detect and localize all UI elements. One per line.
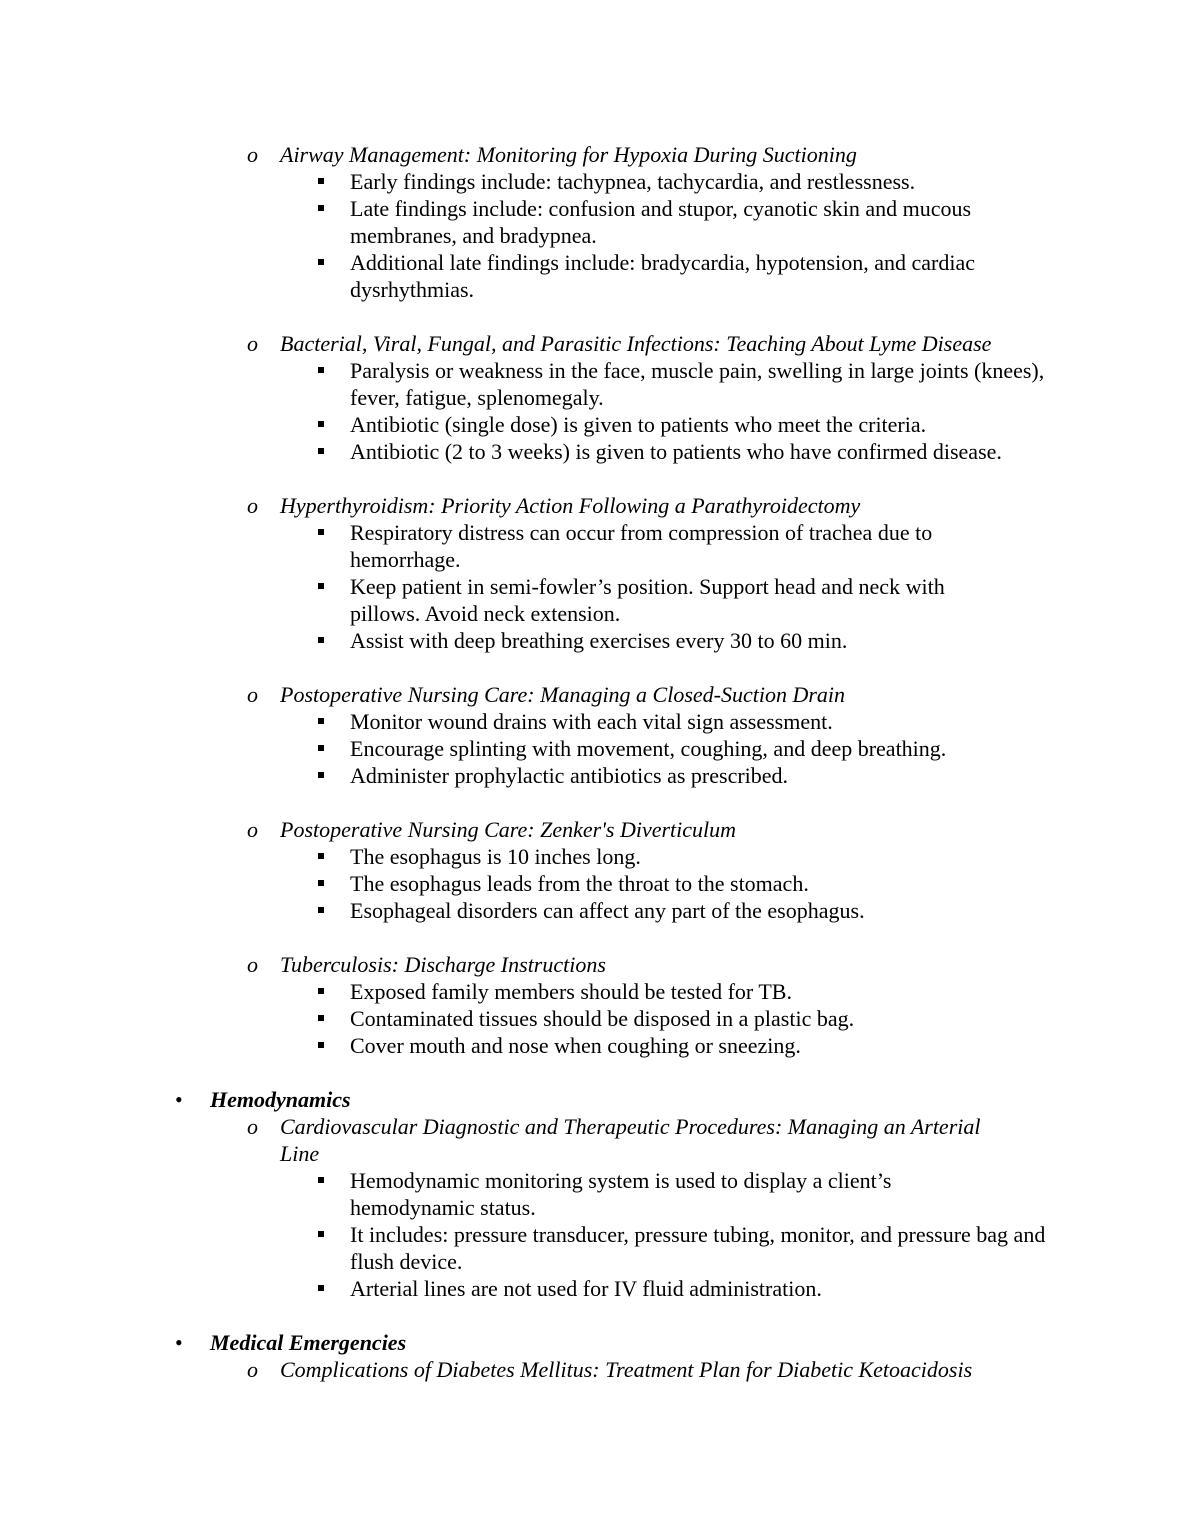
topic-title bbox=[247, 816, 1190, 843]
topic-block bbox=[247, 141, 1190, 303]
topic-title-text: Tuberculosis: Discharge Instructions bbox=[280, 952, 606, 977]
list-item: Esophageal disorders can affect any part of the esophagus. bbox=[247, 897, 1050, 924]
topic-title bbox=[247, 1113, 1025, 1167]
topic-title-text: Postoperative Nursing Care: Zenker's Diverticulum bbox=[280, 817, 737, 842]
list-item: Antibiotic (single dose) is given to patients who meet the criteria. bbox=[247, 411, 1050, 438]
topic-title-text: Bacterial, Viral, Fungal, and Parasitic Infections: Teaching About Lyme Disease bbox=[280, 331, 992, 356]
topic-marker: o bbox=[247, 952, 258, 977]
square-bullet-icon bbox=[318, 1285, 324, 1291]
square-bullet-icon bbox=[318, 1015, 324, 1021]
topic-title bbox=[247, 141, 1190, 168]
square-bullet-icon bbox=[318, 367, 324, 373]
topic-marker: o bbox=[247, 817, 258, 842]
item-list bbox=[247, 978, 1190, 1059]
topic-block bbox=[247, 1356, 1190, 1383]
square-bullet-icon bbox=[318, 772, 324, 778]
square-bullet-icon bbox=[318, 259, 324, 265]
section-medical-emergencies bbox=[175, 1329, 1190, 1383]
list-item: The esophagus leads from the throat to the stomach. bbox=[247, 870, 1050, 897]
section-heading bbox=[175, 1329, 1190, 1356]
section-hemodynamics bbox=[175, 1086, 1190, 1302]
list-item: Contaminated tissues should be disposed in a plastic bag. bbox=[247, 1005, 1050, 1032]
topic-marker: o bbox=[247, 1357, 258, 1382]
list-item: Additional late findings include: bradycardia, hypotension, and cardiac dysrhythmias. bbox=[247, 249, 1050, 303]
square-bullet-icon bbox=[318, 637, 324, 643]
square-bullet-icon bbox=[318, 205, 324, 211]
document-page bbox=[0, 141, 1190, 1383]
list-item: Assist with deep breathing exercises every 30 to 60 min. bbox=[247, 627, 1050, 654]
topic-title-text: Cardiovascular Diagnostic and Therapeutic Procedures: Managing an Arterial Line bbox=[280, 1114, 981, 1166]
list-item: Respiratory distress can occur from compression of trachea due to hemorrhage. bbox=[247, 519, 990, 573]
topic-block bbox=[247, 681, 1190, 789]
topic-title-text: Hyperthyroidism: Priority Action Following a Parathyroidectomy bbox=[280, 493, 861, 518]
item-list bbox=[247, 708, 1190, 789]
list-item: Antibiotic (2 to 3 weeks) is given to patients who have confirmed disease. bbox=[247, 438, 1070, 465]
list-item: Early findings include: tachypnea, tachycardia, and restlessness. bbox=[247, 168, 1050, 195]
section-heading bbox=[175, 1086, 1190, 1113]
list-item: Administer prophylactic antibiotics as prescribed. bbox=[247, 762, 1050, 789]
item-list bbox=[247, 519, 1190, 654]
list-item: Exposed family members should be tested for TB. bbox=[247, 978, 1050, 1005]
topic-block bbox=[247, 816, 1190, 924]
item-list bbox=[247, 1167, 1190, 1302]
square-bullet-icon bbox=[318, 529, 324, 535]
list-item: It includes: pressure transducer, pressure tubing, monitor, and pressure bag and flush device. bbox=[247, 1221, 1050, 1275]
square-bullet-icon bbox=[318, 1177, 324, 1183]
square-bullet-icon bbox=[318, 1042, 324, 1048]
section-heading-text: Hemodynamics bbox=[210, 1087, 351, 1112]
section-bullet: • bbox=[175, 1330, 183, 1355]
square-bullet-icon bbox=[318, 907, 324, 913]
topic-title bbox=[247, 681, 1190, 708]
topic-marker: o bbox=[247, 1114, 258, 1139]
square-bullet-icon bbox=[318, 178, 324, 184]
topic-title-text: Airway Management: Monitoring for Hypoxia During Suctioning bbox=[280, 142, 857, 167]
square-bullet-icon bbox=[318, 745, 324, 751]
list-item: Hemodynamic monitoring system is used to display a client’s hemodynamic status. bbox=[247, 1167, 970, 1221]
square-bullet-icon bbox=[318, 880, 324, 886]
topic-marker: o bbox=[247, 331, 258, 356]
list-item: Cover mouth and nose when coughing or sneezing. bbox=[247, 1032, 1050, 1059]
topic-title bbox=[247, 1356, 1060, 1383]
list-item: Keep patient in semi-fowler’s position. Support head and neck with pillows. Avoid neck extension. bbox=[247, 573, 1000, 627]
list-item: Paralysis or weakness in the face, muscle pain, swelling in large joints (knees), fever, fatigue, splenomegaly. bbox=[247, 357, 1050, 411]
topic-title-text: Postoperative Nursing Care: Managing a Closed-Suction Drain bbox=[280, 682, 846, 707]
topic-marker: o bbox=[247, 682, 258, 707]
item-list bbox=[247, 357, 1190, 465]
topic-block bbox=[247, 330, 1190, 465]
item-list bbox=[247, 843, 1190, 924]
topic-block bbox=[247, 951, 1190, 1059]
square-bullet-icon bbox=[318, 988, 324, 994]
square-bullet-icon bbox=[318, 448, 324, 454]
section-heading-text: Medical Emergencies bbox=[210, 1330, 407, 1355]
list-item: Late findings include: confusion and stupor, cyanotic skin and mucous membranes, and bradypnea. bbox=[247, 195, 1050, 249]
topic-title bbox=[247, 330, 1190, 357]
list-item: Monitor wound drains with each vital sign assessment. bbox=[247, 708, 1050, 735]
list-item: Encourage splinting with movement, coughing, and deep breathing. bbox=[247, 735, 1050, 762]
list-item: The esophagus is 10 inches long. bbox=[247, 843, 1050, 870]
square-bullet-icon bbox=[318, 718, 324, 724]
topic-marker: o bbox=[247, 142, 258, 167]
topic-block bbox=[247, 492, 1190, 654]
square-bullet-icon bbox=[318, 421, 324, 427]
square-bullet-icon bbox=[318, 853, 324, 859]
square-bullet-icon bbox=[318, 1231, 324, 1237]
section-bullet: • bbox=[175, 1087, 183, 1112]
item-list bbox=[247, 168, 1190, 303]
topic-marker: o bbox=[247, 493, 258, 518]
topic-title bbox=[247, 492, 1190, 519]
topic-title bbox=[247, 951, 1190, 978]
list-item: Arterial lines are not used for IV fluid administration. bbox=[247, 1275, 1050, 1302]
topic-block bbox=[247, 1113, 1190, 1302]
square-bullet-icon bbox=[318, 583, 324, 589]
topic-title-text: Complications of Diabetes Mellitus: Treatment Plan for Diabetic Ketoacidosis bbox=[280, 1357, 973, 1382]
